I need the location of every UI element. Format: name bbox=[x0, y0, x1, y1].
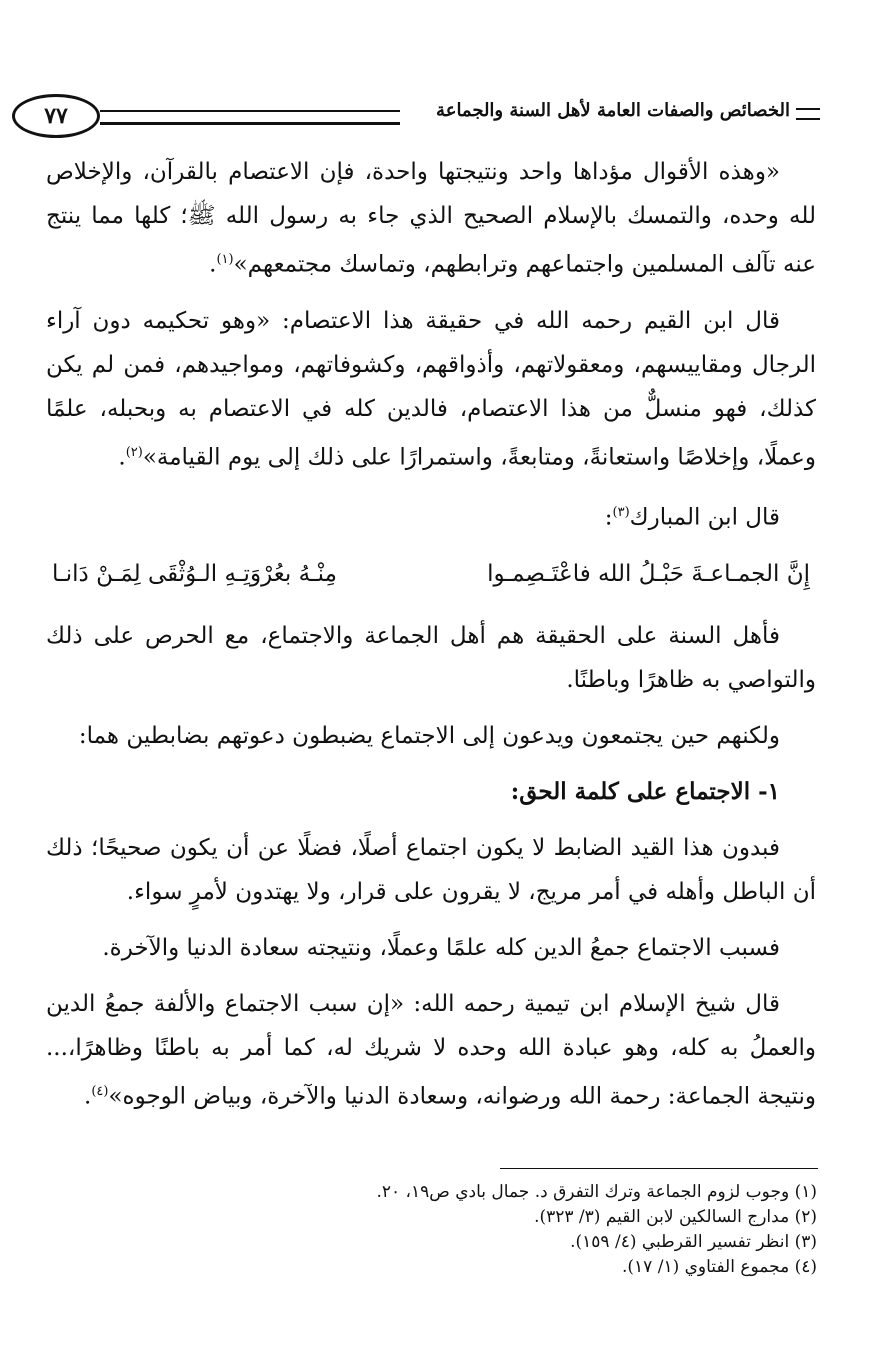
footnote-ref-2: (٢) bbox=[125, 444, 143, 460]
poem-first-hemistich: إِنَّ الجمـاعـةَ حَبْـلُ الله فاعْتَـصِمـوا bbox=[487, 560, 810, 587]
header-mark bbox=[796, 108, 820, 120]
footnote-ref-1: (١) bbox=[216, 252, 234, 267]
poem-verse bbox=[46, 552, 816, 596]
paragraph-1: «وهذه الأقوال مؤداها واحد ونتيجتها واحدة، فإن الاعتصام بالقرآن، والإخلاص لله وحده، والتمسك بالإسلام الصحيح الذي جاء به رسول الله ﷺ؛ كلها مما ينتج عنه تآلف المسلمين واجتماعهم وترابطهم، وتماسك مجتمعهم»$^{(١)}$. bbox=[46, 159, 816, 278]
poem-second-hemistich: مِنْـهُ بعُرْوَتِـهِ الـوُثْقَى لِمَـنْ دَانـا bbox=[52, 560, 337, 587]
footnote-2: (٢) مدارج السالكين لابن القيم (٣/ ٣٢٣). bbox=[534, 1207, 817, 1227]
footnote-ref-4: (٤) bbox=[91, 1083, 109, 1099]
footnote-3: (٣) انظر تفسير القرطبي (٤/ ١٥٩). bbox=[570, 1232, 817, 1252]
main-text bbox=[46, 150, 816, 1131]
footnote-1: (١) وجوب لزوم الجماعة وترك التفرق د. جمال بادي ص١٩، ٢٠. bbox=[376, 1182, 817, 1202]
poem-intro: قال ابن المبارك$^{(٣)}$: bbox=[604, 504, 780, 531]
paragraph-5: فبدون هذا القيد الضابط لا يكون اجتماع أصلًا، فضلًا عن أن يكون صحيحًا؛ ذلك أن الباطل وأهله في أمر مريج، لا يقرون على قرار، ولا يهتدون لأمرٍ سواء. bbox=[46, 834, 816, 905]
footnote-ref-3: (٣) bbox=[612, 505, 630, 521]
section-heading: ١- الاجتماع على كلمة الحق: bbox=[510, 777, 780, 805]
running-header bbox=[12, 94, 820, 142]
page-number: ٧٧ bbox=[12, 94, 100, 138]
paragraph-4: ولكنهم حين يجتمعون ويدعون إلى الاجتماع يضبطون دعوتهم بضابطين هما: bbox=[78, 722, 780, 749]
paragraph-3: فأهل السنة على الحقيقة هم أهل الجماعة والاجتماع، مع الحرص على ذلك والتواصي به ظاهرًا وباطنًا. bbox=[46, 622, 816, 693]
paragraph-2: قال ابن القيم رحمه الله في حقيقة هذا الاعتصام: «وهو تحكيمه دون آراء الرجال ومقاييسهم، ومعقولاتهم، وأذواقهم، وكشوفاتهم، ومواجيدهم، فمن لم يكن كذلك، فهو منسلٌّ من هذا الاعتصام، فالدين كله في الاعتصام به وبحبله، علمًا وعملًا، وإخلاصًا واستعانةً، ومتابعةً، واستمرارًا على ذلك إلى يوم القيامة»$^{(٢)}$. bbox=[46, 307, 816, 471]
paragraph-7: قال شيخ الإسلام ابن تيمية رحمه الله: «إن سبب الاجتماع والألفة جمعُ الدين والعملُ به كله، وهو عبادة الله وحده لا شريك له، كما أمر به باطنًا وظاهرًا،... ونتيجة الجماعة: رحمة الله ورضوانه، وسعادة الدنيا والآخرة، وبياض الوجوه»$^{(٤)}$. bbox=[46, 990, 816, 1110]
header-rule bbox=[100, 110, 400, 125]
header-title: الخصائص والصفات العامة لأهل السنة والجماعة bbox=[436, 100, 790, 121]
footnote-4: (٤) مجموع الفتاوي (١/ ١٧). bbox=[621, 1257, 817, 1277]
paragraph-6: فسبب الاجتماع جمعُ الدين كله علمًا وعملًا، ونتيجته سعادة الدنيا والآخرة. bbox=[102, 934, 780, 961]
footnotes bbox=[137, 1180, 817, 1280]
footnote-separator bbox=[500, 1168, 818, 1169]
